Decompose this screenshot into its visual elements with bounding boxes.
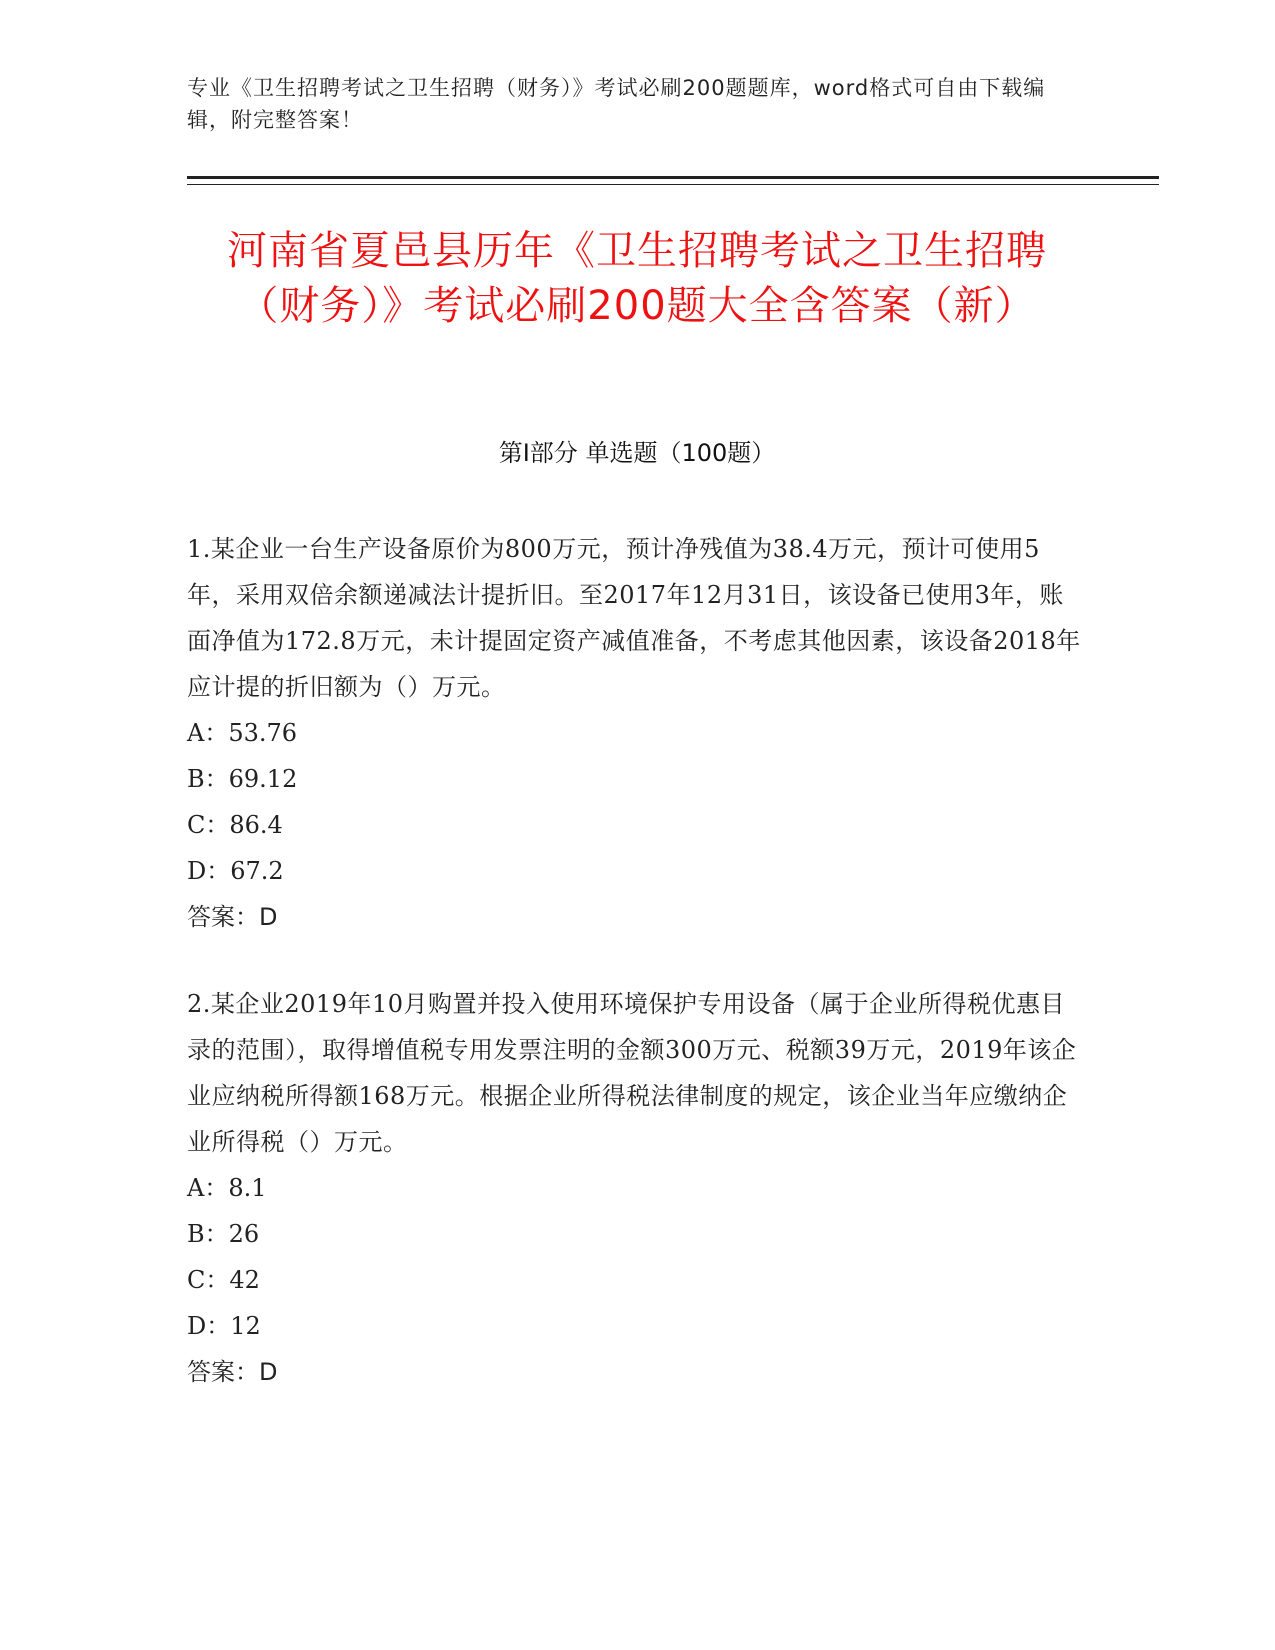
question-1 [187, 526, 1087, 940]
question-stem: 2.某企业2019年10月购置并投入使用环境保护专用设备（属于企业所得税优惠目录的范围），取得增值税专用发票注明的金额300万元、税额39万元，2019年该企业应纳税所得额168万元。根据企业所得税法律制度的规定，该企业当年应缴纳企业所得税（）万元。 [187, 990, 1077, 1156]
option-c: C：86.4 [187, 811, 283, 839]
question-stem: 1.某企业一台生产设备原价为800万元，预计净残值为38.4万元，预计可使用5年，采用双倍余额递减法计提折旧。至2017年12月31日，该设备已使用3年，账面净值为172.8万元，未计提固定资产减值准备，不考虑其他因素，该设备2018年应计提的折旧额为（）万元。 [187, 535, 1081, 701]
header-note: 专业《卫生招聘考试之卫生招聘（财务）》考试必刷200题题库，word格式可自由下载编辑，附完整答案！ [187, 76, 1046, 132]
option-d: D：12 [187, 1312, 261, 1340]
option-a: A：8.1 [187, 1174, 267, 1202]
option-b: B：69.12 [187, 765, 298, 793]
option-b: B：26 [187, 1220, 260, 1248]
answer: 答案：D [187, 1358, 278, 1386]
option-c: C：42 [187, 1266, 260, 1294]
question-2 [187, 981, 1087, 1395]
header-divider-thick [187, 176, 1159, 179]
header-divider-thin [187, 184, 1159, 185]
option-d: D：67.2 [187, 857, 284, 885]
section-heading: 第I部分 单选题（100题） [498, 439, 776, 467]
option-a: A：53.76 [187, 719, 298, 747]
answer: 答案：D [187, 903, 278, 931]
document-title: 河南省夏邑县历年《卫生招聘考试之卫生招聘（财务）》考试必刷200题大全含答案（新） [227, 228, 1047, 329]
